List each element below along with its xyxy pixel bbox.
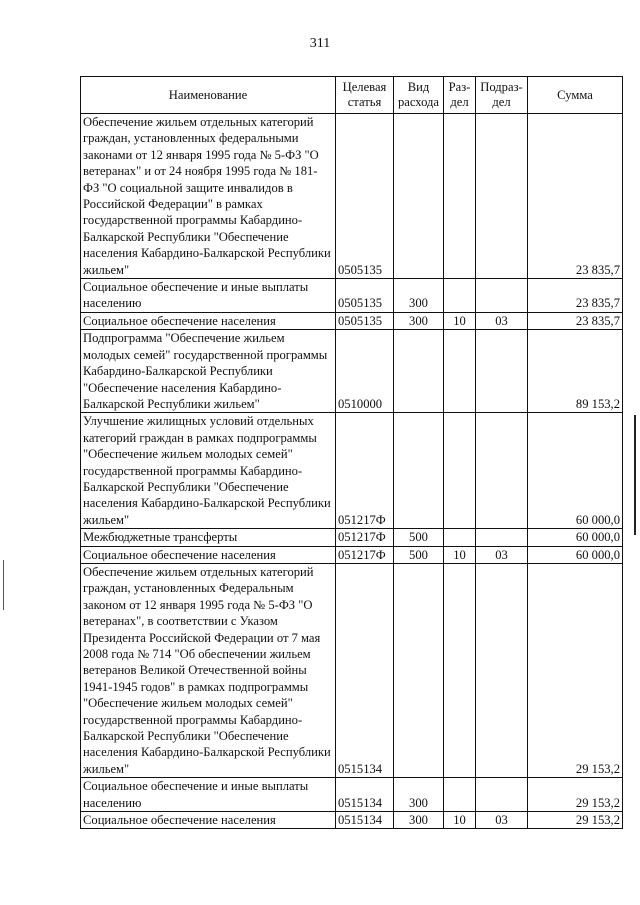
cell-expense-type: 300 (394, 812, 444, 829)
cell-subsection: 03 (476, 312, 528, 329)
page-number: 311 (309, 36, 331, 51)
cell-subsection: 03 (476, 812, 528, 829)
cell-target-article: 0505135 (336, 114, 394, 279)
cell-section: 10 (444, 812, 476, 829)
cell-expense-type: 500 (394, 529, 444, 546)
cell-amount: 60 000,0 (528, 413, 623, 529)
cell-name: Социальное обеспечение населения (81, 546, 336, 563)
scan-edge-mark (3, 560, 4, 610)
cell-target-article: 0515134 (336, 778, 394, 812)
cell-amount: 23 835,7 (528, 114, 623, 279)
table-row (81, 330, 623, 413)
cell-target-article: 0505135 (336, 279, 394, 313)
cell-amount: 60 000,0 (528, 546, 623, 563)
cell-target-article: 051217Ф (336, 546, 394, 563)
table-row (81, 546, 623, 563)
cell-name: Улучшение жилищных условий отдельных категорий граждан в рамках подпрограммы "Обеспечение жильем молодых семей" государственной программы Кабардино-Балкарской Республики "Обеспечение населения Кабардино-Балкарской Республики жильем" (81, 413, 336, 529)
cell-amount: 23 835,7 (528, 279, 623, 313)
cell-target-article: 0510000 (336, 330, 394, 413)
cell-subsection (476, 413, 528, 529)
cell-section (444, 114, 476, 279)
table-row (81, 563, 623, 777)
table-row (81, 312, 623, 329)
cell-name: Подпрограмма "Обеспечение жильем молодых семей" государственной программы Кабардино-Балкарской Республики "Обеспечение населения Кабардино-Балкарской Республики жильем" (81, 330, 336, 413)
header-subsection: Подраз- дел (476, 77, 528, 114)
cell-amount: 29 153,2 (528, 778, 623, 812)
cell-target-article: 0515134 (336, 812, 394, 829)
cell-name: Обеспечение жильем отдельных категорий граждан, установленных федеральными законами от 12 января 1995 года № 5-ФЗ "О ветеранах" и от 24 ноября 1995 года № 181-ФЗ "О социальной защите инвалидов в Российской Федерации" в рамках государственной программы Кабардино-Балкарской Республики "Обеспечение населения Кабардино-Балкарской Республики жильем" (81, 114, 336, 279)
cell-name: Социальное обеспечение населения (81, 812, 336, 829)
cell-subsection (476, 563, 528, 777)
header-amount: Сумма (528, 77, 623, 114)
cell-section (444, 413, 476, 529)
cell-expense-type (394, 413, 444, 529)
cell-expense-type: 500 (394, 546, 444, 563)
cell-expense-type: 300 (394, 279, 444, 313)
cell-amount: 29 153,2 (528, 812, 623, 829)
cell-target-article: 051217Ф (336, 529, 394, 546)
cell-section (444, 529, 476, 546)
cell-amount: 89 153,2 (528, 330, 623, 413)
scan-edge-mark (634, 415, 636, 535)
cell-expense-type: 300 (394, 312, 444, 329)
table-row (81, 812, 623, 829)
header-target-article: Целевая статья (336, 77, 394, 114)
cell-name: Социальное обеспечение и иные выплаты населению (81, 778, 336, 812)
table-row (81, 413, 623, 529)
cell-section (444, 330, 476, 413)
cell-subsection (476, 778, 528, 812)
cell-subsection (476, 279, 528, 313)
cell-expense-type (394, 330, 444, 413)
cell-subsection: 03 (476, 546, 528, 563)
budget-table (80, 76, 623, 829)
cell-name: Социальное обеспечение и иные выплаты населению (81, 279, 336, 313)
cell-subsection (476, 330, 528, 413)
cell-name: Межбюджетные трансферты (81, 529, 336, 546)
cell-name: Социальное обеспечение населения (81, 312, 336, 329)
cell-section: 10 (444, 546, 476, 563)
cell-expense-type (394, 563, 444, 777)
cell-subsection (476, 114, 528, 279)
header-expense-type: Вид расхода (394, 77, 444, 114)
cell-target-article: 051217Ф (336, 413, 394, 529)
cell-name: Обеспечение жильем отдельных категорий граждан, установленных Федеральным законом от 12 января 1995 года № 5-ФЗ "О ветеранах", в соответствии с Указом Президента Российской Федерации от 7 мая 2008 года № 714 "Об обеспечении жильем ветеранов Великой Отечественной войны 1941-1945 годов" в рамках подпрограммы "Обеспечение жильем молодых семей" государственной программы Кабардино-Балкарской Республики "Обеспечение населения Кабардино-Балкарской Республики жильем" (81, 563, 336, 777)
cell-amount: 23 835,7 (528, 312, 623, 329)
cell-expense-type: 300 (394, 778, 444, 812)
table-header-row (81, 77, 623, 114)
cell-amount: 60 000,0 (528, 529, 623, 546)
cell-section (444, 778, 476, 812)
table-row (81, 279, 623, 313)
cell-target-article: 0515134 (336, 563, 394, 777)
cell-amount: 29 153,2 (528, 563, 623, 777)
cell-subsection (476, 529, 528, 546)
cell-expense-type (394, 114, 444, 279)
table-row (81, 114, 623, 279)
header-name: Наименование (81, 77, 336, 114)
cell-target-article: 0505135 (336, 312, 394, 329)
table-row (81, 529, 623, 546)
cell-section (444, 563, 476, 777)
table-row (81, 778, 623, 812)
cell-section (444, 279, 476, 313)
header-section: Раз- дел (444, 77, 476, 114)
cell-section: 10 (444, 312, 476, 329)
